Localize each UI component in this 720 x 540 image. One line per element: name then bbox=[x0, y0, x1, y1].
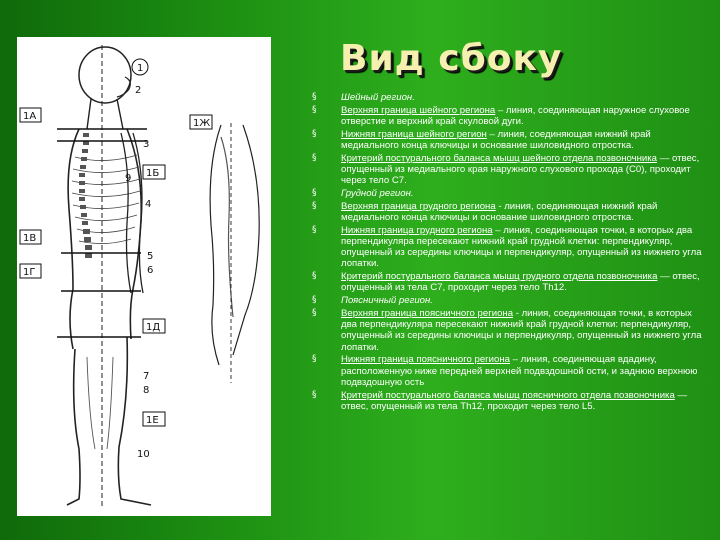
label-number-6: 6 bbox=[147, 265, 154, 276]
list-item-heading: Критерий постурального баланса мышц шейного отдела позвоночника bbox=[341, 152, 658, 164]
bullet-icon: § bbox=[312, 104, 317, 115]
anatomy-figure bbox=[17, 37, 271, 516]
bullet-icon: § bbox=[312, 92, 317, 102]
list-item bbox=[312, 390, 702, 412]
label-box-1v: 1В bbox=[23, 233, 37, 244]
label-number-10: 10 bbox=[137, 449, 150, 460]
list-item-heading: Верхняя граница грудного региона bbox=[341, 200, 496, 212]
list-item-text: - линия, соединяющая точки, в которых два перпендикуляра пересекают нижний край грудной клетки: перпендикуляр, опущенный из середины ключицы и перпендикуляр, опущенный из нижнего угла лопатки. bbox=[341, 308, 702, 353]
label-box-1d: 1Д bbox=[146, 322, 161, 333]
bullet-icon: § bbox=[312, 354, 317, 365]
bullet-icon: § bbox=[312, 389, 317, 400]
list-item-text: — отвес, опущенный из тела С7, проходит через тело Th12. bbox=[341, 271, 700, 294]
list-item-heading: Нижняя граница поясничного региона bbox=[341, 354, 510, 366]
list-item-text: – линия, соединяющая нижний край медиального конца ключицы и основание шиловидного отростка. bbox=[341, 128, 651, 151]
list-item-heading: Критерий постурального баланса мышц поясничного отдела позвоночника bbox=[341, 389, 675, 401]
list-item-heading: Нижняя граница грудного региона bbox=[341, 224, 493, 236]
list-item bbox=[312, 271, 702, 293]
bullet-icon: § bbox=[312, 128, 317, 139]
list-item-text: – линия, соединяющая вдадину, расположенную ниже передней верхней подвздошной ости, и заднюю верхнюю подвздошную ость bbox=[341, 354, 698, 388]
label-box-1b: 1Б bbox=[146, 168, 160, 179]
list-item bbox=[312, 92, 702, 103]
bullet-icon: § bbox=[312, 308, 317, 318]
label-number-3: 3 bbox=[143, 139, 150, 150]
regions-bullet-list bbox=[312, 92, 702, 414]
list-item-heading: Критерий постурального баланса мышц грудного отдела позвоночника bbox=[341, 271, 658, 283]
bullet-icon: § bbox=[312, 188, 317, 198]
list-item-text: - линия, соединяющая нижний край медиального конца ключицы и основание шиловидного отростка. bbox=[341, 200, 658, 223]
list-item-heading: Шейный регион. bbox=[341, 92, 415, 103]
list-item bbox=[312, 188, 702, 199]
list-item-heading: Верхняя граница поясничного региона bbox=[341, 308, 514, 319]
label-box-1g: 1Г bbox=[23, 267, 36, 278]
list-item bbox=[312, 153, 702, 187]
label-number-8: 8 bbox=[143, 385, 150, 396]
side-view-body-illustration bbox=[17, 37, 271, 516]
list-item-text: – линия, соединяющая наружное слуховое отверстие и верхний край скуловой дуги. bbox=[341, 104, 690, 127]
list-item bbox=[312, 105, 702, 127]
list-item bbox=[312, 295, 702, 306]
list-item-text: — отвес, опущенный из тела Th12, проходит через тело L5. bbox=[341, 389, 688, 412]
slide-title: Вид сбоку bbox=[340, 38, 563, 79]
bullet-icon: § bbox=[312, 224, 317, 235]
list-item bbox=[312, 201, 702, 223]
label-number-2: 2 bbox=[135, 85, 142, 96]
label-box-1e: 1Е bbox=[146, 415, 159, 426]
list-item bbox=[312, 308, 702, 353]
list-item-text: — отвес, опущенный из медиального края наружного слухового прохода (С0), проходит через тело С7. bbox=[341, 152, 700, 187]
bullet-icon: § bbox=[312, 295, 317, 306]
bullet-icon: § bbox=[312, 152, 317, 163]
label-number-1: 1 bbox=[137, 63, 144, 74]
list-item-heading: Поясничный регион. bbox=[341, 295, 433, 307]
bullet-icon: § bbox=[312, 200, 317, 211]
label-number-4: 4 bbox=[145, 199, 152, 210]
label-box-1zh: 1Ж bbox=[193, 118, 211, 129]
list-item bbox=[312, 129, 702, 151]
label-number-7: 7 bbox=[143, 371, 150, 382]
list-item-heading: Грудной регион. bbox=[341, 188, 414, 199]
label-number-5: 5 bbox=[147, 251, 154, 262]
list-item-heading: Нижняя граница шейного регион bbox=[341, 128, 487, 140]
bullet-icon: § bbox=[312, 271, 317, 282]
label-number-9: 9 bbox=[125, 173, 132, 184]
list-item bbox=[312, 354, 702, 388]
list-item-text: – линия, соединяющая точки, в которых два перпендикуляра пересекают нижний край грудной клетки: перпендикуляр, опущенный из середины ключицы и перпендикуляр, опущенный из нижнего угла лопатки. bbox=[341, 224, 702, 270]
list-item-heading: Верхняя граница шейного региона bbox=[341, 104, 496, 116]
label-box-1a: 1А bbox=[23, 111, 37, 122]
list-item bbox=[312, 225, 702, 270]
